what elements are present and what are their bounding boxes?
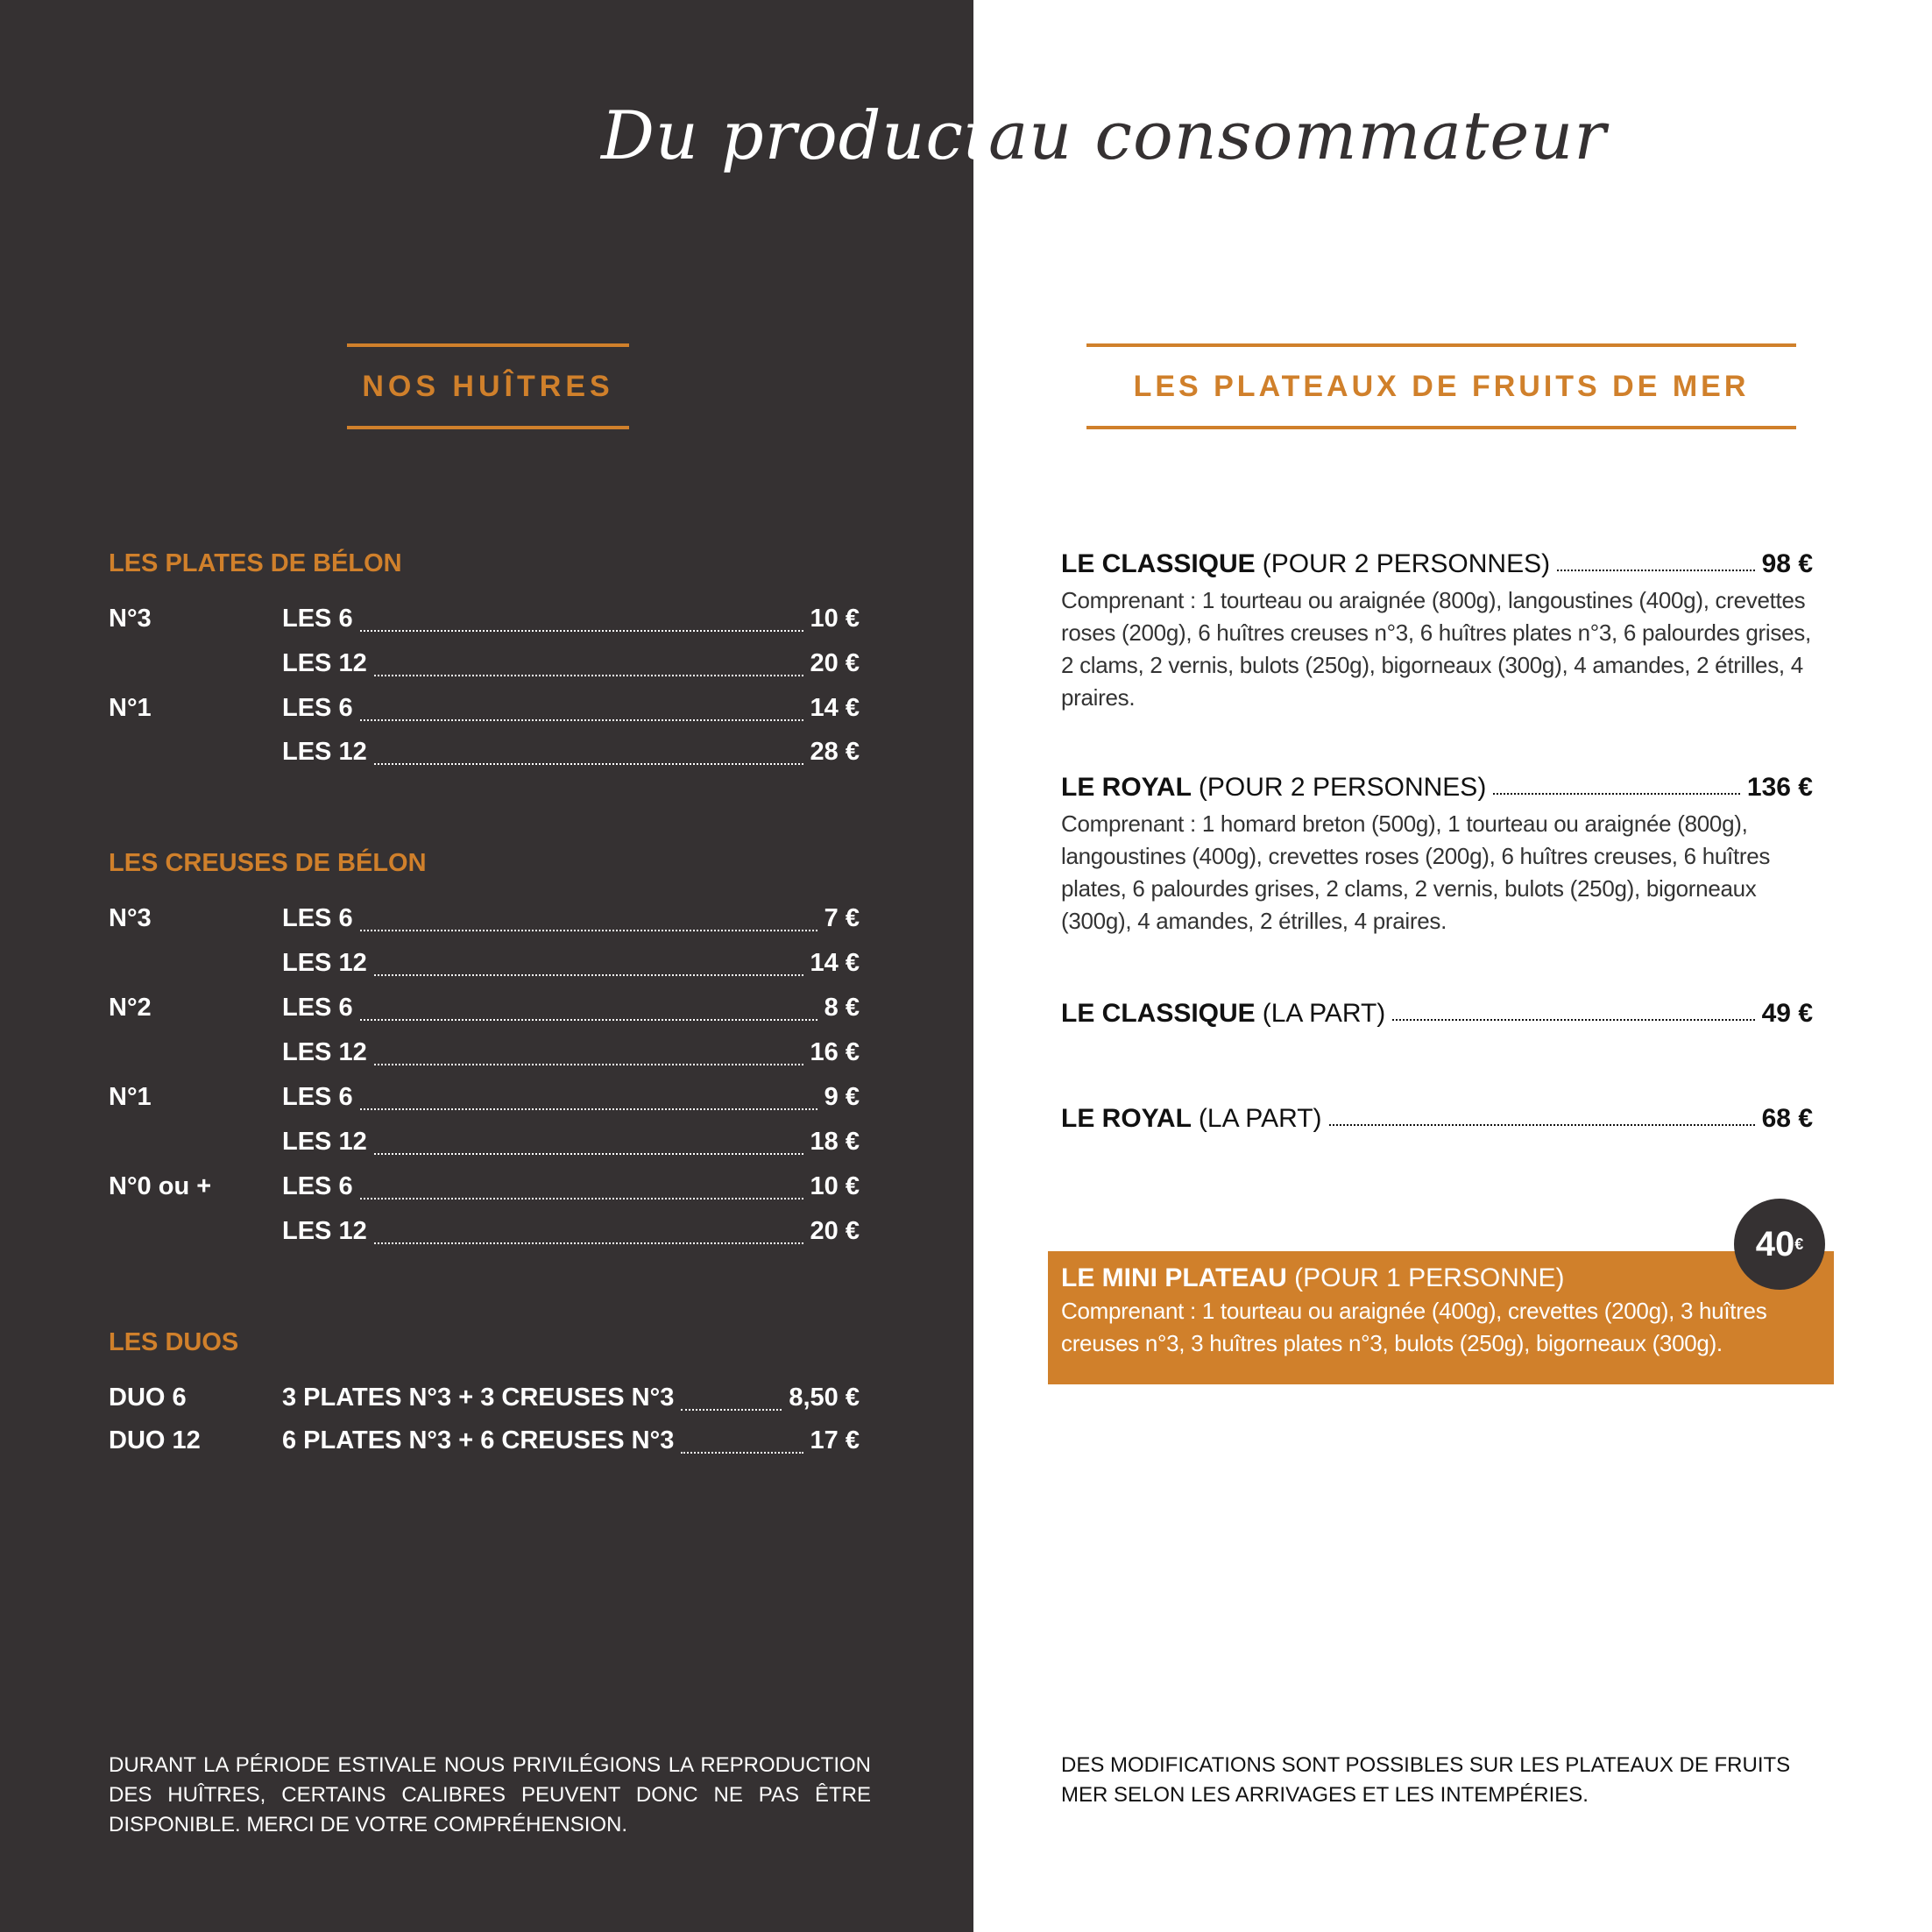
section-title: LES CREUSES DE BÉLON <box>109 849 427 877</box>
qty-label: LES 12 <box>282 1128 367 1156</box>
price: 20 € <box>810 1217 860 1245</box>
price: 28 € <box>810 738 860 766</box>
platter-detail: (POUR 2 PERSONNES) <box>1198 773 1487 802</box>
price: 10 € <box>810 605 860 633</box>
qty-label: LES 6 <box>282 694 353 722</box>
price: 20 € <box>810 649 860 677</box>
oysters-note: DURANT LA PÉRIODE ESTIVALE NOUS PRIVILÉGIONS LA REPRODUCTION DES HUÎTRES, CERTAINS CALIBRES PEUVENT DONC NE PAS ÊTRE DISPONIBLE. MERCI DE VOTRE COMPRÉHENSION. <box>109 1753 871 1836</box>
size-label: DUO 6 <box>109 1384 187 1412</box>
price-row <box>109 904 860 939</box>
qty-label: LES 12 <box>282 738 367 766</box>
price-row <box>109 1217 860 1252</box>
price: 14 € <box>810 694 860 722</box>
price-row <box>109 1128 860 1163</box>
size-label: N°1 <box>109 1083 152 1111</box>
section-title: LES PLATES DE BÉLON <box>109 549 402 577</box>
platters-note: DES MODIFICATIONS SONT POSSIBLES SUR LES PLATEAUX DE FRUITS MER SELON LES ARRIVAGES ET LES INTEMPÉRIES. <box>1061 1753 1791 1807</box>
dot-leader <box>374 675 803 676</box>
size-label: N°2 <box>109 994 152 1022</box>
qty-label: LES 6 <box>282 605 353 633</box>
price: 9 € <box>824 1083 860 1111</box>
platter-price: 49 € <box>1761 999 1813 1028</box>
platters-heading: LES PLATEAUX DE FRUITS DE MER <box>1086 343 1796 429</box>
price: 17 € <box>810 1426 860 1454</box>
price-row <box>109 1172 860 1207</box>
price-row <box>109 694 860 729</box>
size-label: N°0 ou + <box>109 1172 212 1200</box>
dot-leader <box>360 1019 817 1021</box>
platter-name: LE CLASSIQUE <box>1061 999 1256 1028</box>
size-label: N°3 <box>109 904 152 932</box>
oysters-heading: NOS HUÎTRES <box>347 343 629 429</box>
mini-currency: € <box>1794 1235 1804 1253</box>
mini-name: LE MINI PLATEAU <box>1061 1263 1287 1292</box>
price-row <box>109 1038 860 1073</box>
qty-label: 3 PLATES N°3 + 3 CREUSES N°3 <box>282 1384 675 1412</box>
mini-detail: (POUR 1 PERSONNE) <box>1294 1263 1565 1292</box>
dot-leader <box>681 1452 803 1454</box>
mini-price: 40 <box>1755 1224 1795 1263</box>
price-row <box>109 1426 860 1461</box>
qty-label: LES 12 <box>282 649 367 677</box>
price-row <box>109 1083 860 1118</box>
size-label: N°1 <box>109 694 152 722</box>
dot-leader <box>360 1198 803 1200</box>
platter-row <box>1061 549 1813 579</box>
price-row <box>109 1384 860 1419</box>
dot-leader <box>360 930 817 931</box>
price-row <box>109 649 860 684</box>
mini-price-badge <box>1734 1199 1825 1290</box>
platter-desc: Comprenant : 1 homard breton (500g), 1 tourteau ou araignée (800g), langoustines (400g), crevettes roses (200g), 6 huîtres creuses, 6 huîtres plates, 6 palourdes grises, 2 clams, 2 vernis, bulots (250g), bigorneaux (300g), 4 amandes, 2 étrilles, 4 praires. <box>1061 810 1771 934</box>
mini-plateau-box <box>1048 1251 1834 1384</box>
platter-price: 68 € <box>1761 1104 1813 1133</box>
price-row <box>109 738 860 773</box>
dot-leader <box>360 630 803 632</box>
platter-row <box>1061 999 1813 1029</box>
dot-leader <box>1493 793 1740 795</box>
price-row <box>109 949 860 984</box>
price: 10 € <box>810 1172 860 1200</box>
price: 14 € <box>810 949 860 977</box>
qty-label: LES 6 <box>282 1083 353 1111</box>
price: 18 € <box>810 1128 860 1156</box>
qty-label: LES 6 <box>282 1172 353 1200</box>
platter-name: LE ROYAL <box>1061 1104 1192 1133</box>
qty-label: LES 12 <box>282 1038 367 1066</box>
dot-leader <box>374 1153 803 1155</box>
title-script-part1: Du producteur <box>601 96 1108 174</box>
platter-name: LE CLASSIQUE <box>1061 549 1256 578</box>
platter-detail: (POUR 2 PERSONNES) <box>1262 549 1551 578</box>
platter-price: 136 € <box>1746 773 1813 802</box>
qty-label: LES 12 <box>282 1217 367 1245</box>
qty-label: LES 12 <box>282 949 367 977</box>
title-script-part2: au consommateur <box>988 96 1607 174</box>
dot-leader <box>1557 570 1755 571</box>
dot-leader <box>374 763 803 765</box>
platter-desc: Comprenant : 1 tourteau ou araignée (800g), langoustines (400g), crevettes roses (200g), 6 huîtres creuses n°3, 6 huîtres plates n°3, 6 palourdes grises, 2 clams, 2 vernis, bulots (250g), bigorneaux (300g), 4 amandes, 2 étrilles, 4 praires. <box>1061 587 1811 711</box>
qty-label: LES 6 <box>282 994 353 1022</box>
size-label: N°3 <box>109 605 152 633</box>
price: 16 € <box>810 1038 860 1066</box>
dot-leader <box>360 719 803 721</box>
dot-leader <box>374 1242 803 1244</box>
dot-leader <box>1392 1019 1754 1021</box>
qty-label: LES 6 <box>282 904 353 932</box>
price: 8,50 € <box>789 1384 860 1412</box>
price: 8 € <box>824 994 860 1022</box>
size-label: DUO 12 <box>109 1426 201 1454</box>
qty-label: 6 PLATES N°3 + 6 CREUSES N°3 <box>282 1426 675 1454</box>
dot-leader <box>681 1409 782 1411</box>
dot-leader <box>374 974 803 976</box>
platter-detail: (LA PART) <box>1198 1104 1322 1133</box>
platter-row <box>1061 773 1813 803</box>
section-title: LES DUOS <box>109 1328 239 1356</box>
dot-leader <box>360 1108 817 1110</box>
platter-detail: (LA PART) <box>1262 999 1386 1028</box>
price: 7 € <box>824 904 860 932</box>
dot-leader <box>1329 1124 1755 1126</box>
platter-row <box>1061 1104 1813 1134</box>
platter-name: LE ROYAL <box>1061 773 1192 802</box>
price-row <box>109 994 860 1029</box>
mini-desc: Comprenant : 1 tourteau ou araignée (400g), crevettes (200g), 3 huîtres creuses n°3, 3 huîtres plates n°3, bulots (250g), bigorneaux (300g). <box>1061 1298 1767 1356</box>
platter-price: 98 € <box>1761 549 1813 578</box>
dot-leader <box>374 1064 803 1065</box>
price-row <box>109 605 860 640</box>
